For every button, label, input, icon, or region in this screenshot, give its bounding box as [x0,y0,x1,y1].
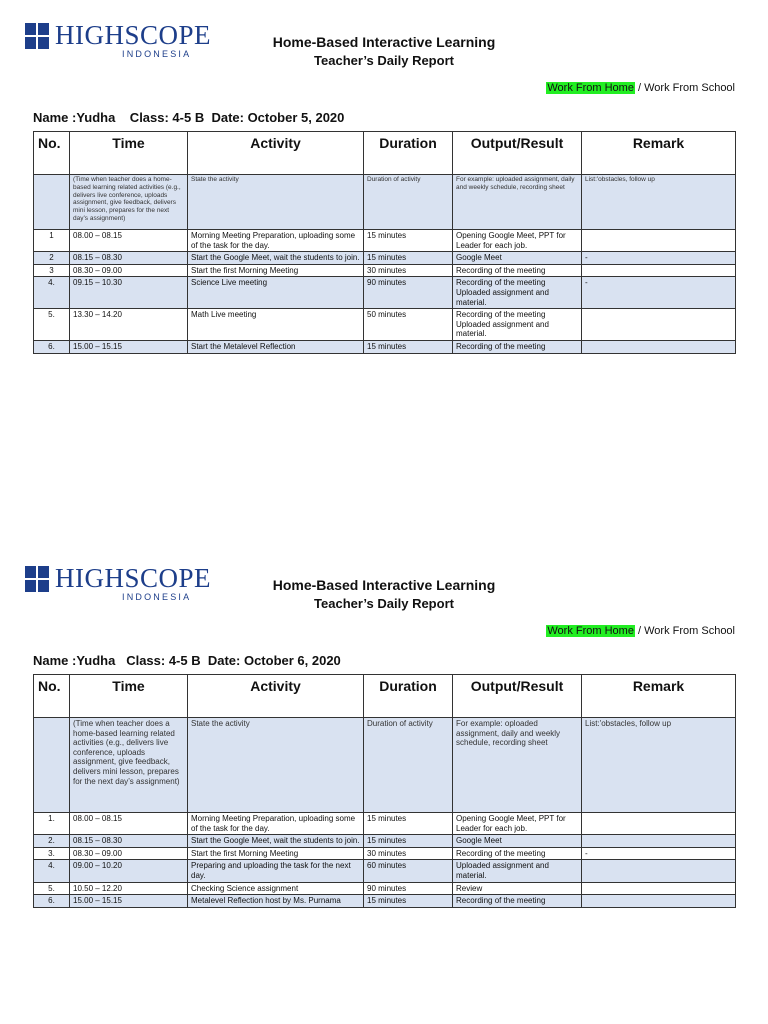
cell-time: 08.30 – 09.00 [70,847,188,860]
table-row [34,264,736,277]
header-duration: Duration [364,675,453,718]
cell-no: 2. [34,835,70,848]
table-row [34,835,736,848]
cell-remark [582,309,736,341]
cell-duration: 30 minutes [364,847,453,860]
cell-activity: Metalevel Reflection host by Ms. Purnama [188,895,364,908]
report-title: Home-Based Interactive Learning [272,577,496,593]
table-row [34,340,736,353]
teacher-info: Name :Yudha Class: 4-5 B Date: October 5, 2020 [33,110,345,125]
cell-duration: 15 minutes [364,813,453,835]
table-description-row [34,175,736,230]
header-no: No. [34,132,70,175]
cell-output: Google Meet [453,252,582,265]
desc-duration: Duration of activity [364,175,453,230]
report-title: Home-Based Interactive Learning [272,34,496,50]
cell-time: 09.00 – 10.20 [70,860,188,882]
cell-remark [582,895,736,908]
cell-remark [582,860,736,882]
cell-activity: Preparing and uploading the task for the next day. [188,860,364,882]
desc-time: (Time when teacher does a home-based learning related activities (e.g., delivers live conference, uploads assignment, give feedback, delivers mini lesson, prepares for the next day’s assignment) [70,718,188,813]
table-row [34,860,736,882]
logo-subtitle: INDONESIA [122,49,192,59]
cell-duration: 15 minutes [364,230,453,252]
cell-activity: Checking Science assignment [188,882,364,895]
cell-remark [582,835,736,848]
cell-duration: 15 minutes [364,340,453,353]
table-row [34,813,736,835]
cell-output: Recording of the meeting Uploaded assignment and material. [453,309,582,341]
daily-report-2 [0,565,768,955]
cell-activity: Start the Google Meet, wait the students to join. [188,835,364,848]
cell-duration: 15 minutes [364,895,453,908]
cell-remark [582,813,736,835]
cell-no: 3. [34,847,70,860]
desc-no [34,718,70,813]
cell-output: Google Meet [453,835,582,848]
cell-activity: Start the Google Meet, wait the students to join. [188,252,364,265]
table-row [34,882,736,895]
header-duration: Duration [364,132,453,175]
cell-output: Opening Google Meet, PPT for Leader for each job. [453,813,582,835]
desc-duration: Duration of activity [364,718,453,813]
header-remark: Remark [582,132,736,175]
cell-output: Opening Google Meet, PPT for Leader for each job. [453,230,582,252]
logo-wordmark: HIGHSCOPE [55,20,212,50]
cell-no: 6. [34,340,70,353]
cell-activity: Start the first Morning Meeting [188,264,364,277]
cell-time: 10.50 – 12.20 [70,882,188,895]
cell-no: 6. [34,895,70,908]
cell-duration: 90 minutes [364,882,453,895]
cell-time: 13.30 – 14.20 [70,309,188,341]
desc-time: (Time when teacher does a home-based learning related activities (e.g., delivers live conference, uploads assignment, give feedback, delivers mini lesson, prepares for the next day’s assignment) [70,175,188,230]
cell-time: 15.00 – 15.15 [70,895,188,908]
report-subtitle: Teacher’s Daily Report [314,53,454,68]
cell-time: 15.00 – 15.15 [70,340,188,353]
cell-activity: Morning Meeting Preparation, uploading some of the task for the day. [188,813,364,835]
cell-duration: 30 minutes [364,264,453,277]
teacher-info: Name :Yudha Class: 4-5 B Date: October 6, 2020 [33,653,341,668]
cell-remark [582,264,736,277]
table-row [34,252,736,265]
cell-remark [582,340,736,353]
desc-no [34,175,70,230]
activity-table [33,131,736,354]
daily-report-1 [0,22,768,412]
header-time: Time [70,675,188,718]
work-mode-other: Work From School [644,625,735,637]
cell-no: 5. [34,309,70,341]
header-remark: Remark [582,675,736,718]
cell-time: 08.15 – 08.30 [70,835,188,848]
cell-no: 4. [34,860,70,882]
cell-remark: - [582,847,736,860]
header-activity: Activity [188,675,364,718]
cell-no: 1 [34,230,70,252]
cell-no: 2 [34,252,70,265]
desc-output: For example: oploaded assignment, daily and weekly schedule, recording sheet [453,718,582,813]
cell-no: 3 [34,264,70,277]
cell-duration: 15 minutes [364,835,453,848]
report-subtitle: Teacher’s Daily Report [314,596,454,611]
header-activity: Activity [188,132,364,175]
logo-wordmark: HIGHSCOPE [55,563,212,593]
cell-time: 08.15 – 08.30 [70,252,188,265]
table-header-row [34,132,736,175]
work-mode-separator: / [634,82,645,94]
cell-remark: - [582,277,736,309]
cell-activity: Start the Metalevel Reflection [188,340,364,353]
cell-no: 4. [34,277,70,309]
cell-duration: 15 minutes [364,252,453,265]
cell-output: Recording of the meeting [453,847,582,860]
cell-remark [582,230,736,252]
cell-activity: Morning Meeting Preparation, uploading some of the task for the day. [188,230,364,252]
cell-time: 08.30 – 09.00 [70,264,188,277]
header-output: Output/Result [453,132,582,175]
cell-time: 08.00 – 08.15 [70,813,188,835]
work-mode-other: Work From School [644,82,735,94]
cell-activity: Math Live meeting [188,309,364,341]
work-mode [546,82,735,94]
work-mode [546,625,735,637]
desc-activity: State the activity [188,175,364,230]
cell-activity: Science Live meeting [188,277,364,309]
table-row [34,847,736,860]
cell-activity: Start the first Morning Meeting [188,847,364,860]
desc-output: For example: uploaded assignment, daily and weekly schedule, recording sheet [453,175,582,230]
cell-time: 08.00 – 08.15 [70,230,188,252]
work-mode-selected: Work From Home [547,82,634,94]
cell-duration: 60 minutes [364,860,453,882]
header-output: Output/Result [453,675,582,718]
cell-no: 5. [34,882,70,895]
cell-duration: 90 minutes [364,277,453,309]
cell-no: 1. [34,813,70,835]
activity-table [33,674,736,908]
header-no: No. [34,675,70,718]
table-row [34,895,736,908]
desc-activity: State the activity [188,718,364,813]
cell-output: Recording of the meeting [453,895,582,908]
table-header-row [34,675,736,718]
header-time: Time [70,132,188,175]
cell-output: Recording of the meeting [453,264,582,277]
cell-remark [582,882,736,895]
cell-time: 09.15 – 10.30 [70,277,188,309]
desc-remark: List:'obstacles, follow up [582,175,736,230]
desc-remark: List:'obstacles, follow up [582,718,736,813]
cell-output: Recording of the meeting [453,340,582,353]
logo-subtitle: INDONESIA [122,592,192,602]
cell-output: Recording of the meeting Uploaded assignment and material. [453,277,582,309]
table-row [34,309,736,341]
cell-output: Uploaded assignment and material. [453,860,582,882]
cell-duration: 50 minutes [364,309,453,341]
table-description-row [34,718,736,813]
work-mode-separator: / [634,625,645,637]
table-row [34,230,736,252]
cell-output: Review [453,882,582,895]
cell-remark: - [582,252,736,265]
work-mode-selected: Work From Home [547,625,634,637]
table-row [34,277,736,309]
